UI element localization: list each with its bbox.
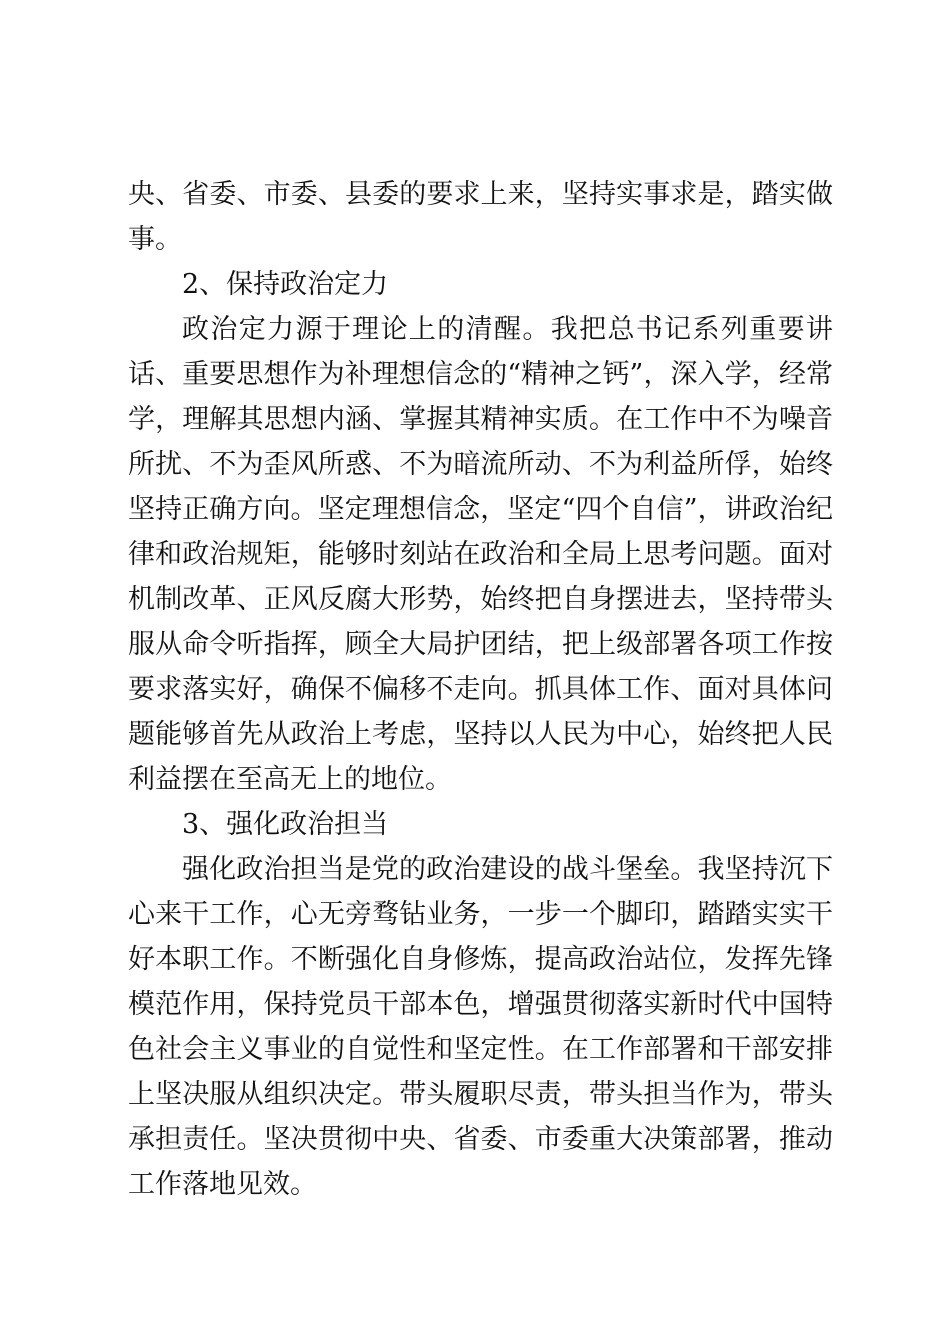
section-paragraph-3: 强化政治担当是党的政治建设的战斗堡垒。我坚持沉下心来干工作，心无旁骛钻业务，一步一个脚印，踏踏实实干好本职工作。不断强化自身修炼，提高政治站位，发挥先锋模范作用，保持党员干部本色，增强贯彻落实新时代中国特色社会主义事业的自觉性和坚定性。在工作部署和干部安排上坚决服从组织决定。带头履职尽责，带头担当作为，带头承担责任。坚决贯彻中央、省委、市委重大决策部署，推动工作落地见效。 (128, 854, 833, 1200)
section-paragraph-2: 政治定力源于理论上的清醒。我把总书记系列重要讲话、重要思想作为补理想信念的“精神之钙”，深入学，经常学，理解其思想内涵、掌握其精神实质。在工作中不为噪音所扰、不为歪风所惑、不为暗流所动、不为利益所俘，始终坚持正确方向。坚定理想信念，坚定“四个自信”，讲政治纪律和政治规矩，能够时刻站在政治和全局上思考问题。面对机制改革、正风反腐大形势，始终把自身摆进去，坚持带头服从命令听指挥，顾全大局护团结，把上级部署各项工作按要求落实好，确保不偏移不走向。抓具体工作、面对具体问题能够首先从政治上考虑，坚持以人民为中心，始终把人民利益摆在至高无上的地位。 (128, 314, 833, 795)
section-heading-3: 3、强化政治担当 (182, 809, 389, 840)
continuation-paragraph: 央、省委、市委、县委的要求上来，坚持实事求是，踏实做事。 (128, 179, 833, 255)
section-heading-2: 2、保持政治定力 (182, 269, 389, 300)
document-body (128, 172, 833, 1207)
